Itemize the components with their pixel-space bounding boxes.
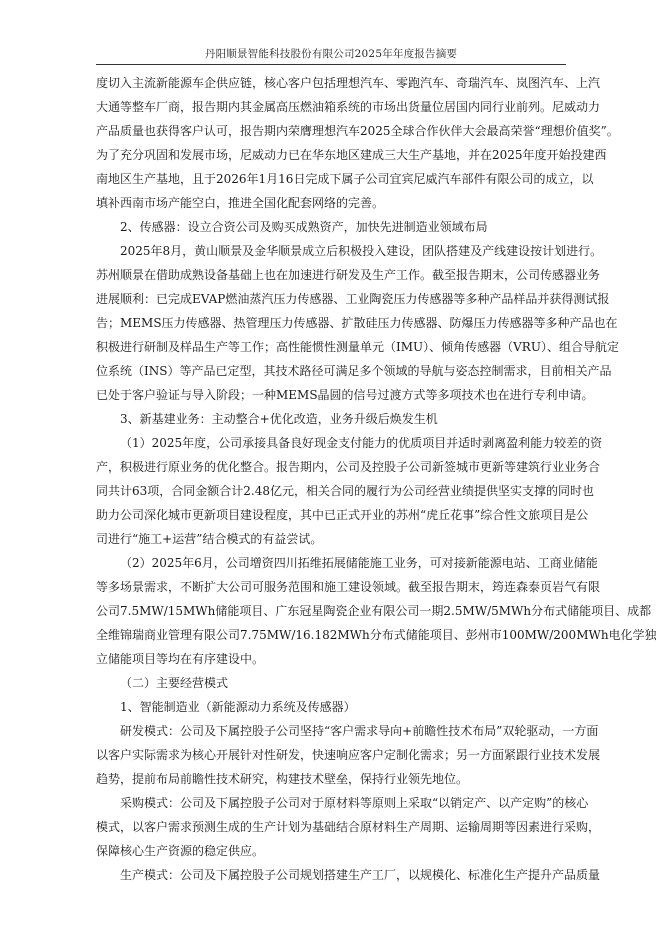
text-line: 位系统（INS）等产品已定型，其技术路径可满足多个领域的导航与姿态控制需求，目前相关产品 xyxy=(96,364,612,378)
text-line: 采购模式：公司及下属控股子公司对于原材料等原则上采取“以销定产、以产定购”的核心 xyxy=(120,796,589,810)
text-line: 同共计63项，合同金额合计2.48亿元，相关合同的履行为公司经营业绩提供坚实支撑的同时也 xyxy=(96,484,594,498)
text-line: 助力公司深化城市更新项目建设程度，其中已正式开业的苏州“虎丘花事”综合性文旅项目是公 xyxy=(96,508,589,522)
text-line: 填补西南市场产能空白，推进全国化配套网络的完善。 xyxy=(96,196,385,210)
text-line: 告；MEMS压力传感器、热管理压力传感器、扩散硅压力传感器、防爆压力传感器等多种产品也在 xyxy=(96,316,618,330)
header-divider xyxy=(96,64,566,65)
text-line: 进展顺利：已完成EVAP燃油蒸汽压力传感器、工业陶瓷压力传感器等多种产品样品并获得测试报 xyxy=(96,292,610,306)
paragraph xyxy=(96,431,603,551)
text-line: 全维锦瑞商业管理有限公司7.75MW/16.182MWh分布式储能项目、彭州市100MW/200MWh电化学独 xyxy=(96,628,657,642)
paragraph xyxy=(96,239,619,407)
text-line: 南地区生产基地，且于2026年1月16日完成下属子公司宜宾尼威汽车部件有限公司的成立，以 xyxy=(96,172,594,186)
text-line: 等多场景需求，不断扩大公司可服务范围和施工建设领域。截至报告期末，筠连森泰页岩气有限 xyxy=(96,580,601,594)
paragraph xyxy=(96,71,619,215)
text-line: 以客户实际需求为核心开展针对性研发，快速响应客户定制化需求；另一方面紧跟行业技术发展 xyxy=(96,748,601,762)
text-line: 积极进行研制及样品生产等工作；高性能惯性测量单元（IMU）、倾角传感器（VRU）、组合导航定 xyxy=(96,340,619,354)
paragraph xyxy=(96,863,601,887)
section-heading: 2、传感器：设立合资公司及购买成熟资产，加快先进制造业领域布局 xyxy=(120,220,488,234)
section-heading: 3、新基建业务：主动整合+优化改造，业务升级后焕发生机 xyxy=(120,412,438,426)
section-heading: （二）主要经营模式 xyxy=(120,676,229,690)
text-line: 产，积极进行原业务的优化整合。报告期内，公司及控股子公司新签城市更新等建筑行业业务合 xyxy=(96,460,601,474)
paragraph xyxy=(96,791,601,863)
text-line: 为了充分巩固和发展市场，尼威动力已在华东地区建成三大生产基地，并在2025年度开始投建西 xyxy=(96,148,607,162)
section-heading: 1、智能制造业（新能源动力系统及传感器） xyxy=(120,700,356,714)
page-header: 丹阳顺景智能科技股份有限公司2025年年度报告摘要 xyxy=(204,48,458,60)
text-line: 保障核心生产资源的稳定供应。 xyxy=(96,844,265,858)
text-line: 产品质量也获得客户认可，报告期内荣膺理想汽车2025全球合作伙伴大会最高荣誉“理想价值奖”。 xyxy=(96,124,619,138)
text-line: 公司7.5MW/15MWh储能项目、广东冠星陶瓷企业有限公司一期2.5MW/5MWh分布式储能项目、成都 xyxy=(96,604,652,618)
text-line: 大通等整车厂商，报告期内其金属高压燃油箱系统的市场出货量位居国内同行业前列。尼威动力 xyxy=(96,100,601,114)
text-line: 司进行“施工+运营”结合模式的有益尝试。 xyxy=(96,532,323,546)
text-line: 已处于客户验证与导入阶段；一种MEMS晶圆的信号过渡方式等多项技术也在进行专利申请。 xyxy=(96,388,594,402)
text-line: 研发模式：公司及下属控股子公司坚持“客户需求导向+前瞻性技术布局”双轮驱动，一方面 xyxy=(120,724,599,738)
document-body xyxy=(96,71,657,887)
text-line: （1）2025年度，公司承接具备良好现金支付能力的优质项目并适时剥离盈利能力较差的资 xyxy=(120,436,603,450)
paragraph xyxy=(96,719,601,791)
text-line: 苏州顺景在借助成熟设备基础上也在加速进行研发及生产工作。截至报告期末，公司传感器业务 xyxy=(96,268,601,282)
text-line: 趋势，提前布局前瞻性技术研究，构建技术壁垒，保持行业领先地位。 xyxy=(96,772,469,786)
text-line: 2025年8月，黄山顺景及金华顺景成立后积极投入建设，团队搭建及产线建设按计划进行。 xyxy=(120,244,603,258)
text-line: 度切入主流新能源车企供应链，核心客户包括理想汽车、零跑汽车、奇瑞汽车、岚图汽车、上汽 xyxy=(96,76,601,90)
text-line: 模式，以客户需求预测生成的生产计划为基础结合原材料生产周期、运输周期等因素进行采购， xyxy=(96,820,601,834)
text-line: （2）2025年6月，公司增资四川拓维拓展储能施工业务，可对接新能源电站、工商业储能 xyxy=(120,556,598,570)
paragraph xyxy=(96,551,657,671)
text-line: 立储能项目等均在有序建设中。 xyxy=(96,652,265,666)
text-line: 生产模式：公司及下属控股子公司规划搭建生产工厂，以规模化、标准化生产提升产品质量 xyxy=(120,868,601,882)
